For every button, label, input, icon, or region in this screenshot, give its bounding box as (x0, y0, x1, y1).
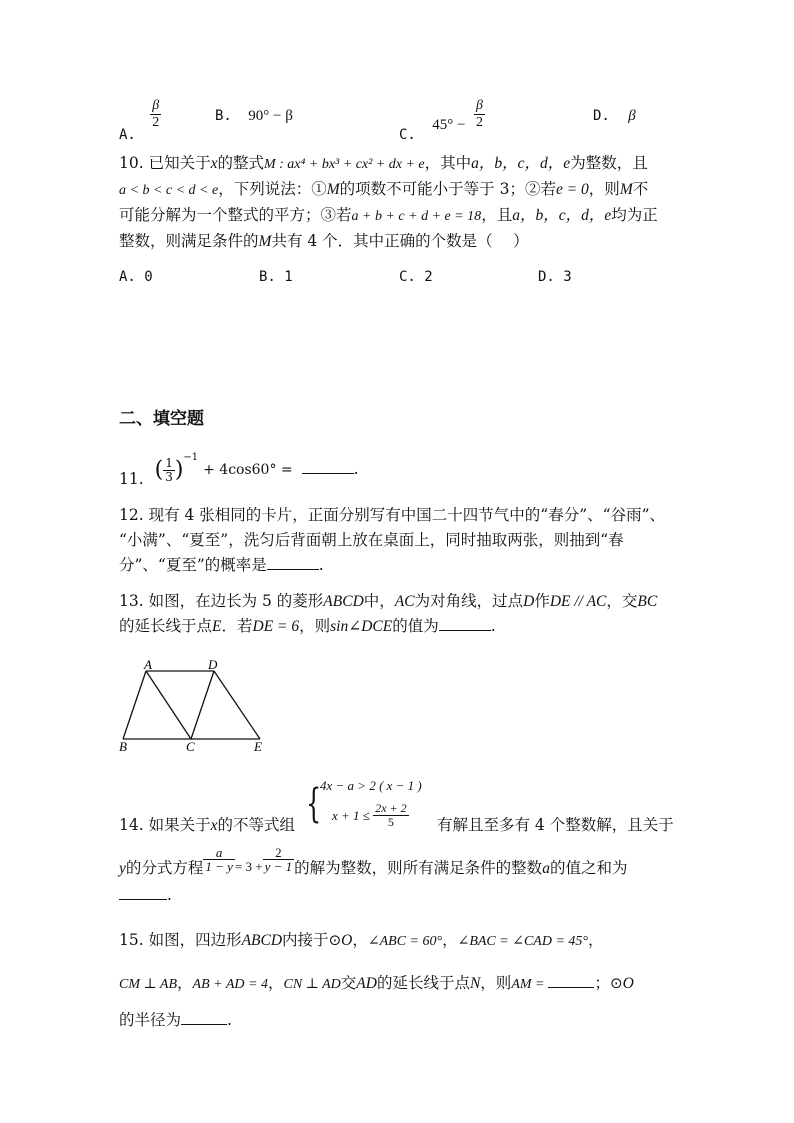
q14-line-1-end: 有解且至多有 4 个整数解，且关于 (437, 816, 674, 834)
q15-point-n: N (469, 975, 481, 992)
label-a: A (144, 657, 152, 672)
q13-text: ．若 (221, 617, 253, 635)
q14-text: 的不等式组 (217, 816, 295, 834)
segment-dc (191, 671, 214, 739)
q10-text: ，且 (481, 206, 513, 224)
label-b: B (119, 739, 127, 754)
q15-ad: AD (356, 975, 377, 992)
q14-line-1 (119, 812, 295, 839)
label-d: D (208, 657, 218, 672)
q15-angle-bac: ∠BAC = ∠CAD = 45° (457, 934, 588, 949)
q9-option-c-fraction (474, 98, 485, 131)
q9-option-a-fraction (150, 98, 161, 131)
q15-text: 内接于 (282, 931, 329, 949)
q14-equals: = 3 + (234, 859, 263, 874)
q10-var-m: M (258, 233, 272, 250)
q15-circle-o: O (341, 932, 353, 949)
q11-power: ( $\frac{1}{3}$ )$^{-1}$ (154, 452, 199, 484)
q15-quadrilateral: ABCD (241, 932, 283, 949)
q13-rhombus: ABCD (323, 593, 364, 610)
q9-option-c-denominator: 2 (475, 115, 483, 130)
q14-var-y: y (119, 860, 126, 877)
q13-diagonal: AC (394, 593, 415, 610)
q10-text: 均为正 (611, 206, 658, 224)
q9-option-b (215, 108, 293, 125)
segment-de (214, 671, 260, 739)
q10-var-m: M (326, 181, 340, 198)
q13-de: DE = 6 (252, 618, 300, 635)
q14-var-x: x (210, 817, 218, 834)
q11 (119, 452, 359, 489)
q13-bc: BC (637, 593, 658, 610)
q10-line-3 (119, 202, 658, 230)
q10-line-1 (119, 150, 648, 178)
q11-number: 11. (119, 470, 144, 489)
q14-text: 的值之和为 (549, 859, 628, 877)
segment-ab (123, 671, 146, 739)
q14-ineq2-fraction (373, 802, 408, 829)
q10-text: ，其中 (424, 154, 472, 172)
q10-text: 10. 已知关于 (119, 154, 211, 172)
segment-ac (146, 671, 191, 739)
q12-answer-blank[interactable] (267, 553, 319, 570)
q15-text: 的延长线于点 (376, 974, 470, 992)
q15-text: ，则 (480, 974, 512, 992)
q15-text: 15. 如图，四边形 (119, 931, 242, 949)
q15-text: ； (594, 974, 610, 992)
q9-option-d-label: D. (593, 108, 610, 124)
label-c: C (186, 739, 195, 754)
q11-fraction (163, 457, 175, 484)
q10-text: 的项数不可能小于等于 3；②若 (339, 180, 556, 198)
q9-option-a (119, 98, 161, 143)
q13-text: 作 (534, 592, 550, 610)
circle-dot-icon: ⊙ (610, 974, 623, 992)
q14-ineq2-left: x + 1 ≤ (332, 808, 370, 824)
q14-frac-1 (203, 846, 235, 873)
q14-system-brace: { (306, 781, 322, 827)
q15-text: 交 (340, 974, 357, 992)
q14-answer-blank[interactable] (119, 883, 167, 900)
q12-line-3 (119, 552, 324, 579)
q14-var-a: a (542, 860, 550, 877)
q13-line-2 (119, 613, 496, 640)
q10-var-x: x (210, 155, 218, 172)
q15-text: ， (352, 931, 368, 949)
q11-answer-blank[interactable] (302, 457, 354, 474)
q15-text: ， (267, 974, 284, 992)
q15-ab-ad: AB + AD = 4 (192, 977, 268, 992)
q10-line-4 (119, 228, 529, 255)
q10-option-d: D. 3 (538, 269, 572, 285)
q12-line-2: “小满”、“夏至”，洗匀后背面朝上放在桌面上，同时抽取两张，则抽到“春 (119, 531, 624, 549)
q15-circle-o: O (622, 975, 634, 992)
q13-line-1 (119, 588, 657, 615)
q15-cn-perp: CN ⊥ AD (283, 977, 341, 992)
q10-var-m: M (619, 181, 633, 198)
rhombus-figure (115, 655, 275, 755)
q13-parallel: DE // AC (549, 593, 607, 610)
q14-frac-2-den: y − 1 (264, 858, 293, 874)
q15-radius-answer-blank[interactable] (181, 1008, 227, 1025)
q15-am-answer-blank[interactable] (548, 971, 594, 988)
q10-sum: a + b + c + d + e = 18 (351, 209, 482, 224)
q10-vars: a，b，c，d，e (512, 207, 612, 224)
label-e: E (254, 739, 262, 754)
q10-polynomial: M : ax⁴ + bx³ + cx² + dx + e (263, 157, 425, 172)
q13-text: 的延长线于点 (119, 617, 213, 635)
q15-cm-perp: CM ⊥ AB (119, 977, 178, 992)
q14-text: 的分式方程 (125, 859, 204, 877)
q15-line-2 (119, 970, 634, 998)
q9-option-c-expr: 45° − (432, 116, 466, 133)
q13-sin: sin∠DCE (330, 618, 393, 635)
q10-text: 为整数，且 (570, 154, 648, 172)
q13-answer-blank[interactable] (439, 614, 491, 631)
q15-end: . (227, 1011, 232, 1029)
q10-text: 整数，则满足条件的 (119, 232, 259, 250)
q9-option-a-numerator: β (150, 98, 161, 115)
q14-ineq2-num: 2x + 2 (375, 801, 407, 815)
q14-frac-2 (263, 846, 295, 873)
q15-angle-abc: ∠ABC = 60° (367, 934, 443, 949)
q14-frac-1-den: 1 − y (205, 858, 233, 874)
q14-frac-1-num: a (203, 846, 235, 860)
q9-option-c (399, 98, 485, 143)
q10-line-2 (119, 176, 648, 204)
q10-text: 共有 4 个．其中正确的个数是（ ） (271, 232, 529, 250)
q15-line-1 (119, 927, 604, 955)
q13-text: 为对角线，过点 (414, 592, 524, 610)
q12-line-1: 12. 现有 4 张相同的卡片，正面分别写有中国二十四节气中的“春分”、“谷雨”、 (119, 506, 665, 524)
q14-system (306, 776, 436, 834)
q10-e-zero: e = 0 (555, 181, 589, 198)
q13-text: ，交 (606, 592, 638, 610)
q9-option-d-expr: β (628, 108, 636, 124)
q11-frac-num: 1 (165, 455, 173, 470)
q15-line-3 (119, 1007, 232, 1034)
q15-text: 的半径为 (119, 1011, 182, 1029)
q10-text: 的整式 (217, 154, 264, 172)
q15-text: ， (442, 931, 458, 949)
q13-text: ，则 (299, 617, 331, 635)
q14-text: 14. 如果关于 (119, 816, 211, 834)
q10-vars: a，b，c，d，e (471, 155, 571, 172)
q10-text: ，下列说法：① (218, 180, 327, 198)
q14-inequality-1: 4x − a > 2 ( x − 1 ) (320, 778, 422, 793)
q15-am: AM = (511, 977, 545, 992)
q9-option-c-numerator: β (474, 98, 485, 115)
q15-text: ， (177, 974, 193, 992)
q10-text: 不 (632, 180, 649, 198)
q11-end: . (353, 460, 359, 479)
q15-text: ， (588, 931, 604, 949)
q10-option-a: A. 0 (119, 269, 153, 285)
q11-frac-den: 3 (165, 469, 173, 484)
q10-inequality: a < b < c < d < e (119, 183, 219, 198)
q13-text: 中， (363, 592, 395, 610)
q14-inequality-2 (332, 802, 409, 829)
q9-option-b-expr: 90° − β (248, 108, 293, 124)
q13-point-e: E (212, 618, 222, 635)
q10-text: 可能分解为一个整式的平方；③若 (119, 206, 352, 224)
q13-point-d: D (523, 593, 535, 610)
q10-text: ，则 (588, 180, 620, 198)
q13-text: 13. 如图，在边长为 5 的菱形 (119, 592, 324, 610)
q12-end: . (318, 556, 324, 574)
q13-end: . (490, 617, 496, 635)
q10-option-b: B. 1 (259, 269, 293, 285)
q14-text: 的解为整数，则所有满足条件的整数 (294, 859, 543, 877)
circle-dot-icon: ⊙ (328, 931, 342, 949)
q9-option-a-denominator: 2 (152, 115, 160, 130)
q11-expression: + 4cos60° = (203, 462, 293, 479)
q9-option-c-label: C. (399, 126, 416, 143)
q14-ineq2-den: 5 (387, 815, 394, 829)
q11-exponent: −1 (183, 452, 199, 463)
q9-option-b-label: B. (215, 108, 232, 124)
q10-option-c: C. 2 (399, 269, 433, 285)
q9-option-d (593, 108, 636, 125)
q14-end: . (167, 886, 172, 904)
q13-text: 的值为 (392, 617, 439, 635)
q14-frac-2-num: 2 (263, 846, 295, 860)
q12-text: 分”、“夏至”的概率是 (119, 556, 267, 574)
q14-line-2 (119, 844, 628, 877)
q9-option-a-label: A. (119, 126, 136, 143)
section-title: 二、填空题 (119, 409, 204, 429)
q14-line-3 (119, 882, 172, 909)
